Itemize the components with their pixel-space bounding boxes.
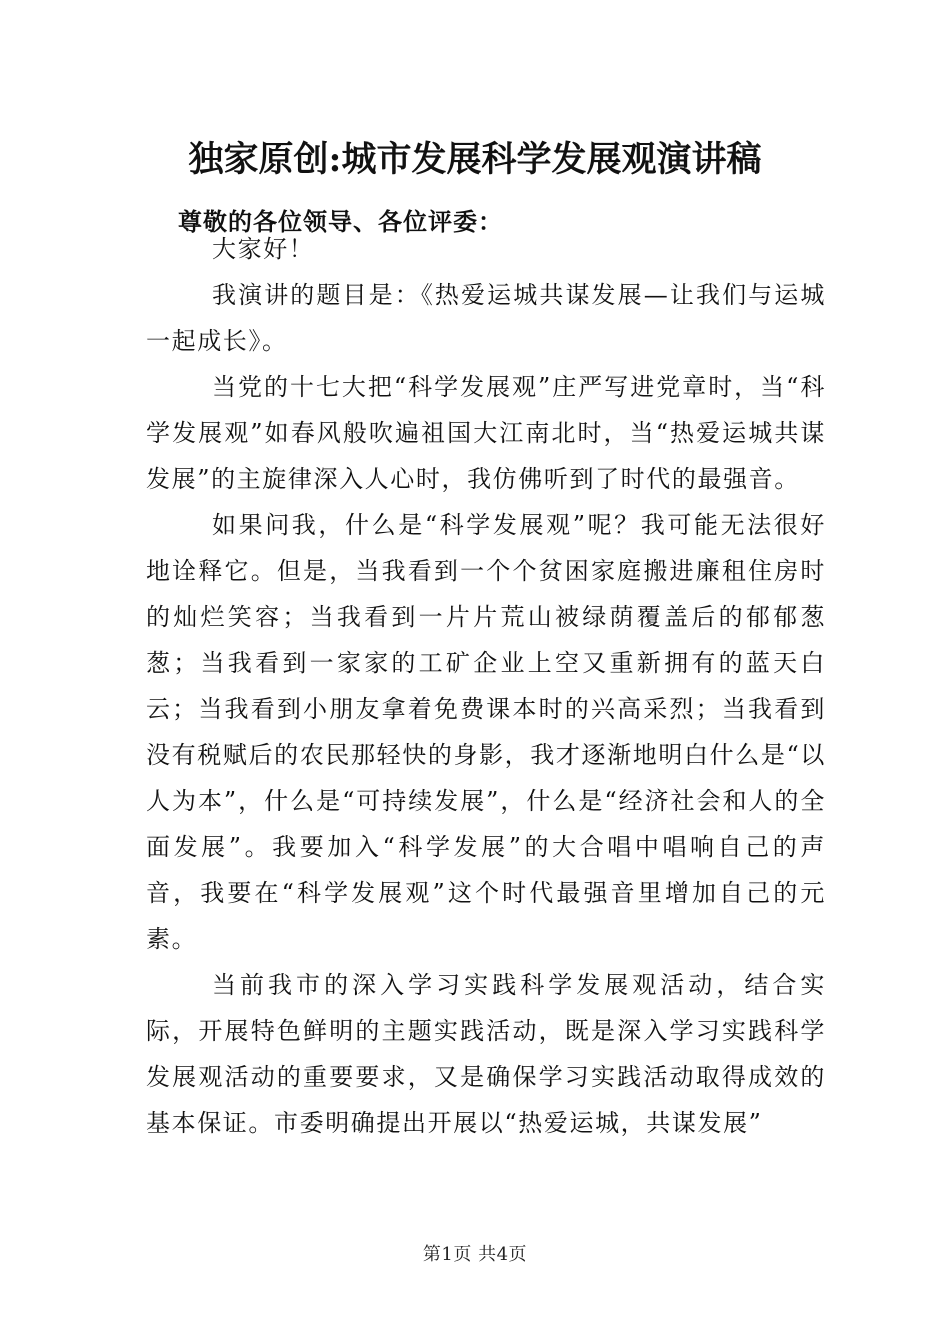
paragraph: 大家好！ (212, 235, 315, 263)
page-footer: 第1页 共4页 (422, 1244, 528, 1265)
paragraph: 我演讲的题目是：《热爱运城共谋发展—让我们与运城一起成长》。 (146, 281, 826, 355)
document-title: 独家原创:城市发展科学发展观演讲稿 (188, 139, 762, 180)
paragraph: 当党的十七大把“科学发展观”庄严写进党章时，当“科学发展观”如春风般吹遍祖国大江南北时，当“热爱运城共谋发展”的主旋律深入人心时，我仿佛听到了时代的最强音。 (146, 373, 826, 493)
document-body (146, 226, 826, 1146)
paragraph: 如果问我，什么是“科学发展观”呢？我可能无法很好地诠释它。但是，当我看到一个个贫困家庭搬进廉租住房时的灿烂笑容；当我看到一片片荒山被绿荫覆盖后的郁郁葱葱；当我看到一家家的工矿企业上空又重新拥有的蓝天白云；当我看到小朋友拿着免费课本时的兴高采烈；当我看到没有税赋后的农民那轻快的身影，我才逐渐地明白什么是“以人为本”，什么是“可持续发展”，什么是“经济社会和人的全面发展”。我要加入“科学发展”的大合唱中唱响自己的声音，我要在“科学发展观”这个时代最强音里增加自己的元素。 (146, 511, 826, 953)
paragraph: 当前我市的深入学习实践科学发展观活动，结合实际，开展特色鲜明的主题实践活动，既是深入学习实践科学发展观活动的重要要求，又是确保学习实践活动取得成效的基本保证。市委明确提出开展以“热爱运城，共谋发展” (146, 971, 826, 1137)
salutation: 尊敬的各位领导、各位评委： (178, 207, 503, 236)
